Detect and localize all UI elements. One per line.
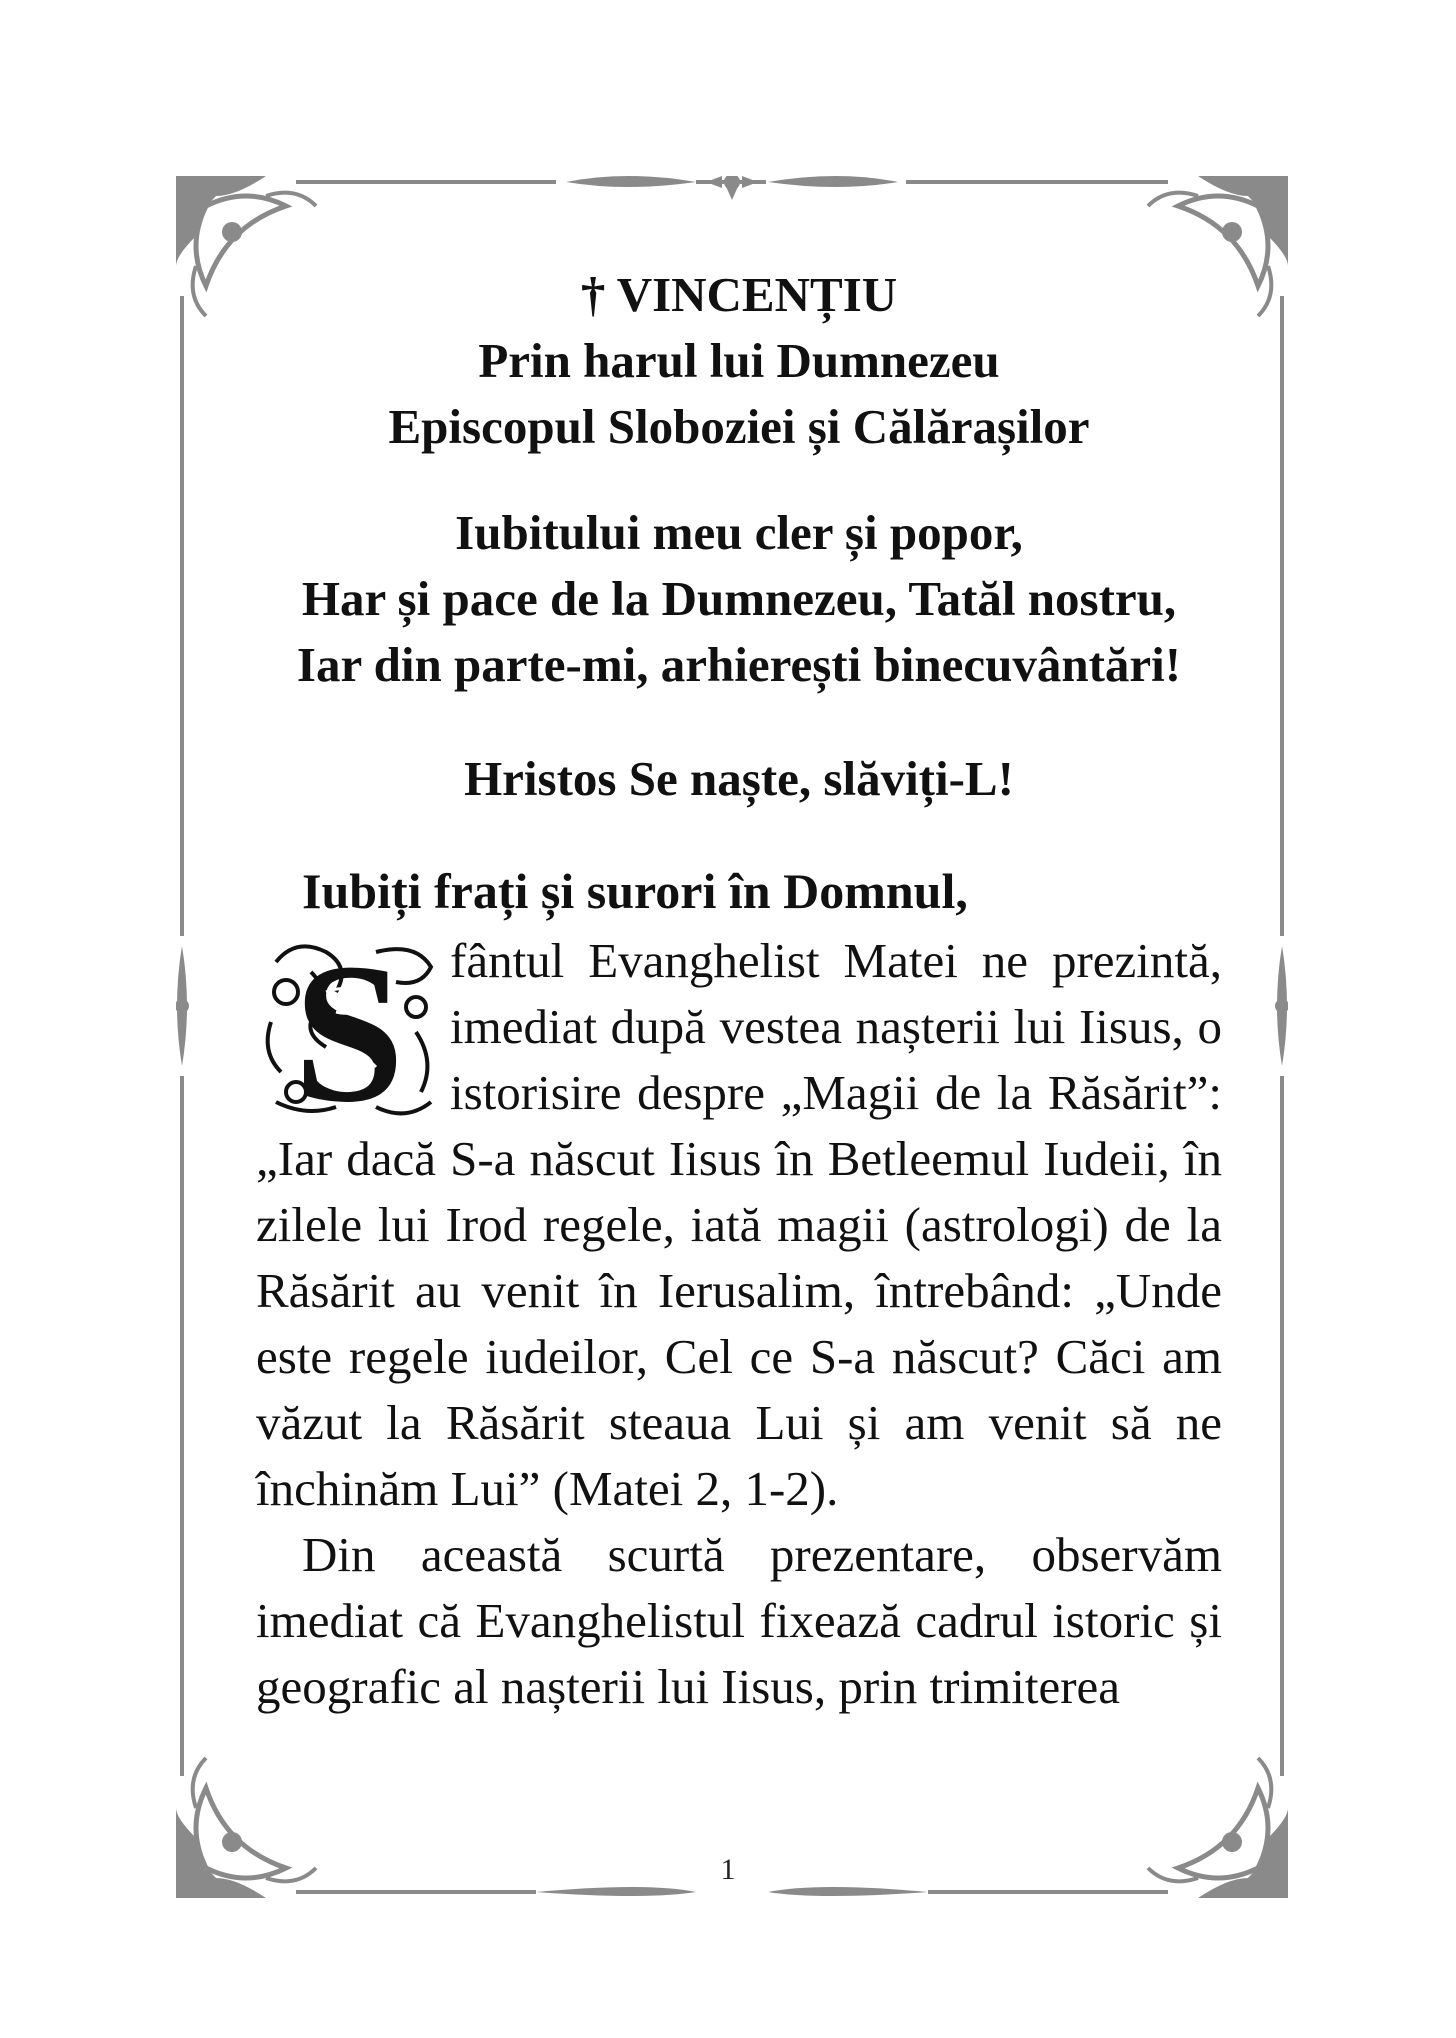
top-center-ornament: [556, 176, 906, 200]
greeting-line-3: Iar din parte-mi, arhierești binecuvântări!: [296, 637, 1182, 692]
greeting-line-2: Har și pace de la Dumnezeu, Tatăl nostru,: [301, 571, 1177, 626]
greeting-block: [256, 500, 1222, 698]
drop-cap-ornament: [256, 932, 442, 1124]
letter-body: [256, 928, 1222, 1720]
page-content: [256, 262, 1222, 1720]
header-line-2: Prin harul lui Dumnezeu: [478, 333, 1000, 388]
drop-cap-s: [256, 932, 442, 1124]
paragraph-1-text: fântul Evanghelist Matei ne prezintă, imediat după vestea nașterii lui Iisus, o istorisire despre „Magii de la Răsărit”: „Iar dacă S-a născut Iisus în Betleemul Iudeii, în zilele lui Irod regele, iată magii (astrologi) de la Răsărit au venit în Ierusalim, întrebând: „Unde este regele iudeilor, Cel ce S-a născut? Căci am văzut la Răsărit steaua Lui și am venit să ne închinăm Lui” (Matei 2, 1-2).: [256, 933, 1222, 1516]
header-line-1: † VINCENȚIU: [580, 267, 898, 322]
page-number: 1: [720, 1853, 736, 1886]
paragraph-1: [256, 928, 1222, 1522]
salutation: Hristos Se naște, slăviți-L!: [464, 751, 1014, 806]
bishop-header: [256, 262, 1222, 460]
salutation-block: [256, 746, 1222, 812]
left-middle-ornament: [176, 936, 189, 1076]
address-line: Iubiți frați și surori în Domnul,: [302, 863, 968, 919]
greeting-line-1: Iubitului meu cler și popor,: [455, 505, 1023, 560]
paragraph-2: Din această scurtă prezentare, observăm imediat că Evanghelistul fixează cadrul istoric și geografic al nașterii lui Iisus, prin trimiterea: [256, 1527, 1222, 1714]
header-line-3: Episcopul Sloboziei și Călărașilor: [388, 399, 1090, 454]
right-middle-ornament: [1275, 936, 1288, 1076]
svg-text:S: S: [293, 932, 405, 1124]
